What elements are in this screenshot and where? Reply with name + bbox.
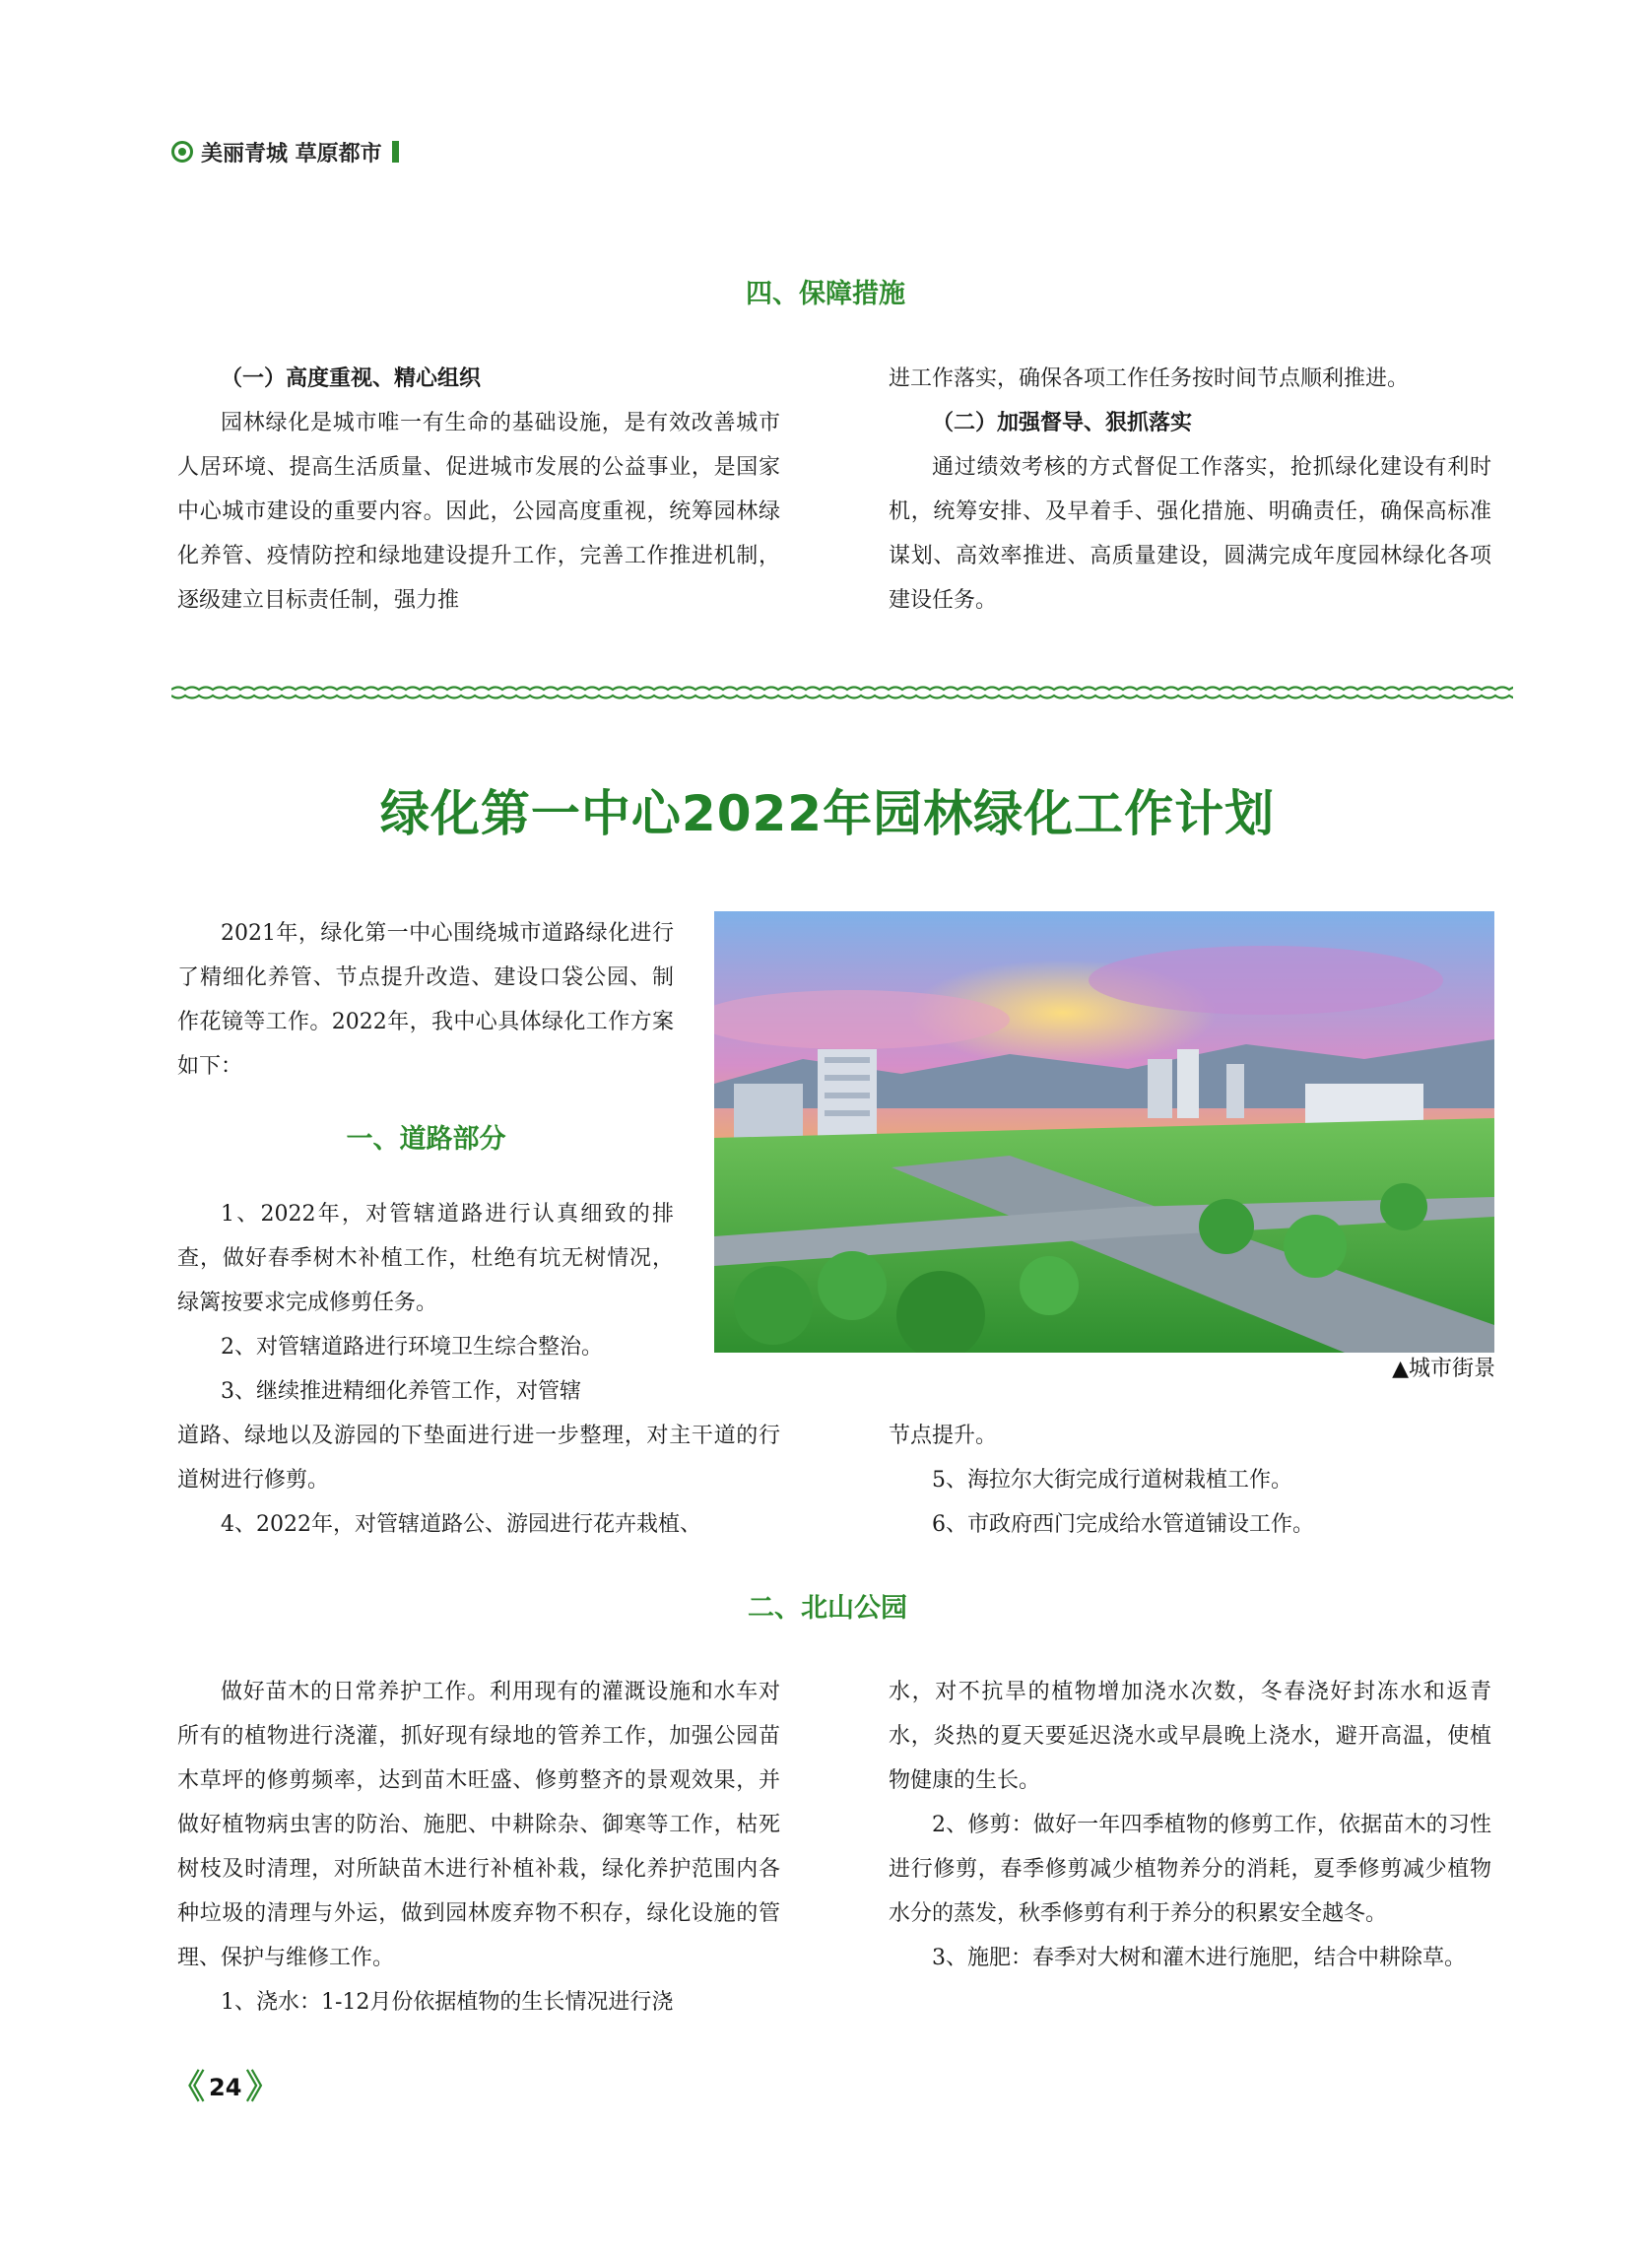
road-item-3: 3、继续推进精细化养管工作，对管辖 <box>221 1379 581 1404</box>
road-item-5: 5、海拉尔大街完成行道树栽植工作。 <box>932 1468 1292 1493</box>
measures-paragraph-continued: 进工作落实，确保各项工作任务按时间节点顺利推进。 <box>889 366 1410 391</box>
header-title: 美丽青城 草原都市 <box>201 141 382 166</box>
road-items-bottom <box>177 1414 780 1547</box>
park-item-pruning: 2、修剪：做好一年四季植物的修剪工作，依据苗木的习性进行修剪，春季修剪减少植物养分的消耗，夏季修剪减少植物水分的蒸发，秋季修剪有利于养分的积累安全越冬。 <box>889 1813 1491 1926</box>
city-street-photo-illustration <box>714 911 1494 1353</box>
circle-bullet-icon <box>171 141 193 163</box>
intro-paragraph: 2021年，绿化第一中心围绕城市道路绿化进行了精细化养管、节点提升改造、建设口袋公园、制作花镜等工作。2022年，我中心具体绿化工作方案如下： <box>177 921 674 1079</box>
road-right-column <box>889 1414 1491 1547</box>
road-item-4-continued: 节点提升。 <box>889 1424 998 1448</box>
park-item-watering: 1、浇水：1-12月份依据植物的生长情况进行浇 <box>221 1990 674 2015</box>
page-number-value: 24 <box>209 2074 242 2101</box>
wavy-divider <box>171 684 1513 701</box>
subheading-1: （一）高度重视、精心组织 <box>221 365 482 391</box>
road-item-3-continued: 道路、绿地以及游园的下垫面进行进一步整理，对主干道的行道树进行修剪。 <box>177 1424 780 1493</box>
right-chevron-icon: 》 <box>245 2068 280 2107</box>
section-heading-measures: 四、保障措施 <box>746 279 905 309</box>
photo-caption: ▲城市街景 <box>1392 1357 1495 1381</box>
page-number <box>171 2067 279 2108</box>
header-bar-icon <box>392 141 399 163</box>
section-heading-park: 二、北山公园 <box>748 1593 907 1624</box>
measures-right-column <box>889 357 1491 623</box>
subheading-2: （二）加强督导、狠抓落实 <box>932 410 1193 435</box>
road-items-top <box>177 1192 674 1414</box>
section-heading-road: 一、道路部分 <box>346 1124 506 1155</box>
measures-paragraph-1: 园林绿化是城市唯一有生命的基础设施，是有效改善城市人居环境、提高生活质量、促进城市发展的公益事业，是国家中心城市建设的重要内容。因此，公园高度重视，统筹园林绿化养管、疫情防控和绿地建设提升工作，完善工作推进机制，逐级建立目标责任制，强力推 <box>177 411 780 613</box>
park-left-column <box>177 1670 780 2025</box>
park-paragraph-1: 做好苗木的日常养护工作。利用现有的灌溉设施和水车对所有的植物进行浇灌，抓好现有绿地的管养工作，加强公园苗木草坪的修剪频率，达到苗木旺盛、修剪整齐的景观效果，并做好植物病虫害的防治、施肥、中耕除杂、御寒等工作，枯死树枝及时清理，对所缺苗木进行补植补栽，绿化养护范围内各种垃圾的清理与外运，做到园林废弃物不积存，绿化设施的管理、保护与维修工作。 <box>177 1680 780 1970</box>
road-item-2: 2、对管辖道路进行环境卫生综合整治。 <box>221 1335 603 1360</box>
running-header <box>171 132 399 171</box>
intro-column <box>177 911 674 1089</box>
left-chevron-icon: 《 <box>171 2068 205 2107</box>
road-item-4: 4、2022年，对管辖道路公、游园进行花卉栽植、 <box>221 1512 701 1537</box>
park-item-fertilizing: 3、施肥：春季对大树和灌木进行施肥，结合中耕除草。 <box>932 1946 1466 1970</box>
city-street-photo <box>714 911 1494 1353</box>
park-right-column <box>889 1670 1491 1980</box>
park-watering-continued: 水，对不抗旱的植物增加浇水次数，冬春浇好封冻水和返青水，炎热的夏天要延迟浇水或早晨晚上浇水，避开高温，使植物健康的生长。 <box>889 1680 1491 1793</box>
measures-left-column <box>177 357 780 623</box>
measures-paragraph-2: 通过绩效考核的方式督促工作落实，抢抓绿化建设有利时机，统筹安排、及早着手、强化措施、明确责任，确保高标准谋划、高效率推进、高质量建设，圆满完成年度园林绿化各项建设任务。 <box>889 455 1491 613</box>
road-item-6: 6、市政府西门完成给水管道铺设工作。 <box>932 1512 1314 1537</box>
article-title: 绿化第一中心2022年园林绿化工作计划 <box>379 785 1276 842</box>
road-item-1: 1、2022年，对管辖道路进行认真细致的排查，做好春季树木补植工作，杜绝有坑无树情况，绿篱按要求完成修剪任务。 <box>177 1202 674 1315</box>
